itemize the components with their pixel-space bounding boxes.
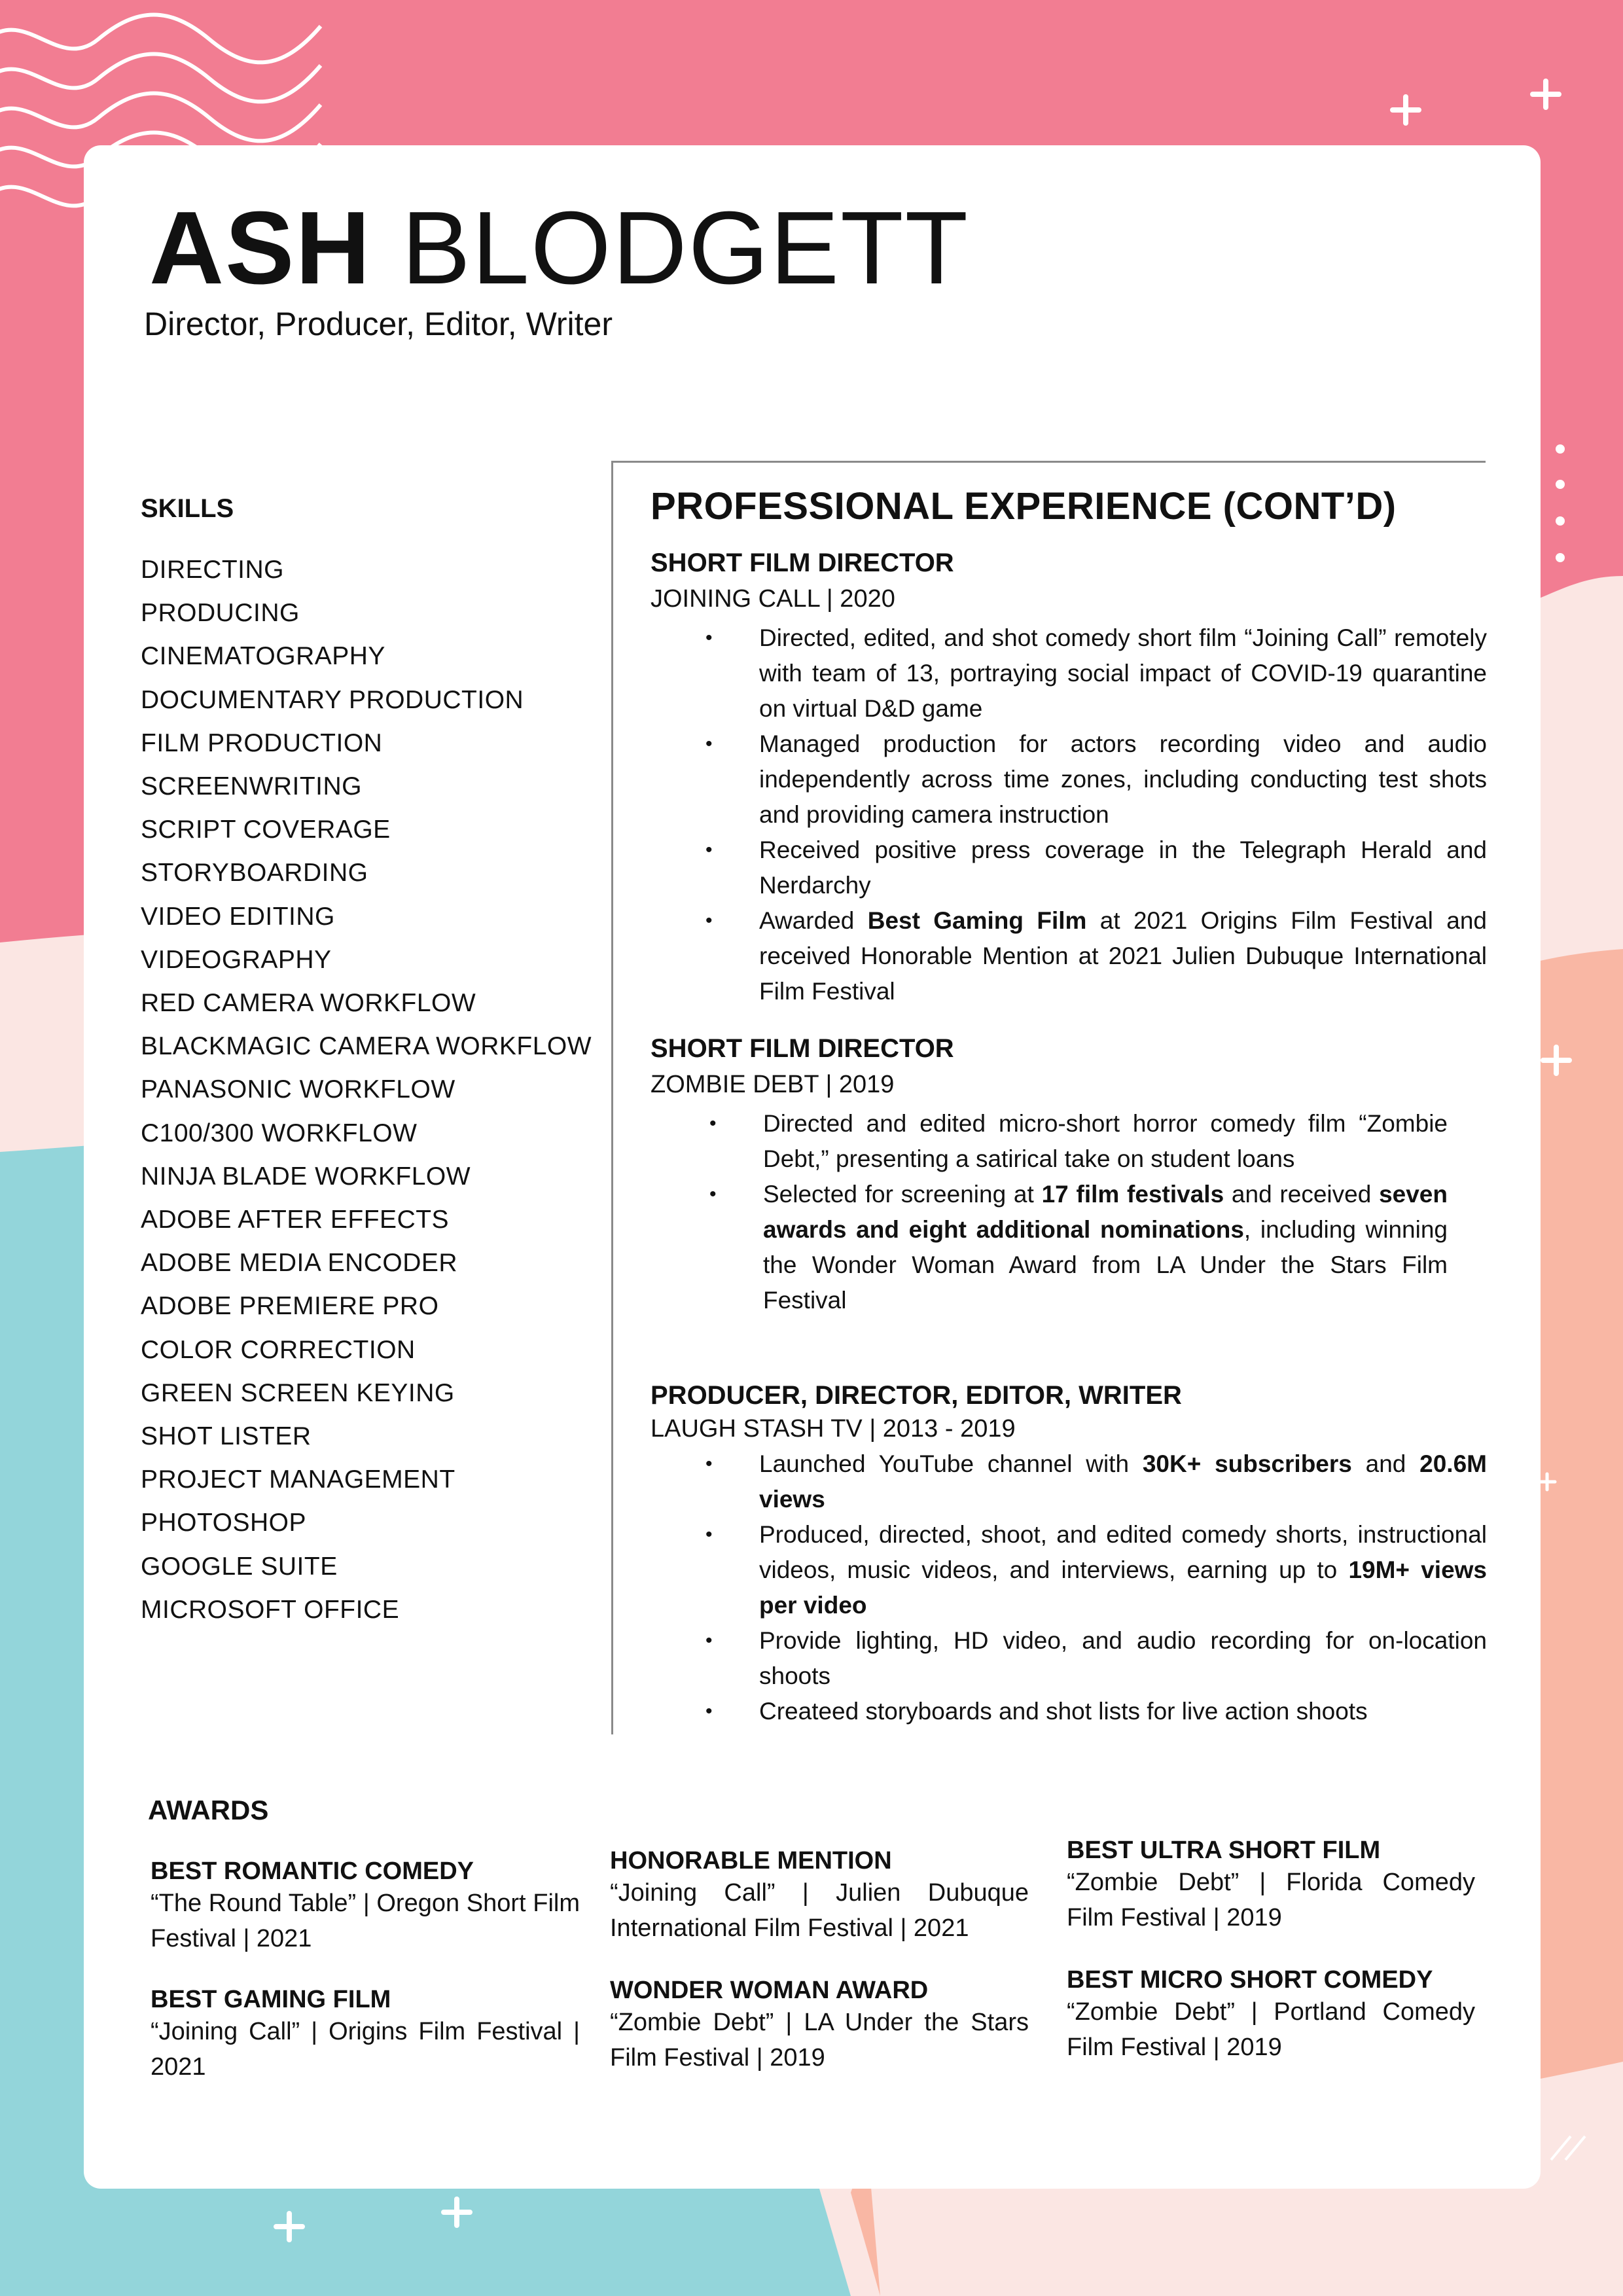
skill-item: RED CAMERA WORKFLOW	[141, 989, 476, 1018]
skill-item: COLOR CORRECTION	[141, 1335, 416, 1364]
award-name: BEST MICRO SHORT COMEDY	[1067, 1966, 1433, 1994]
skills-list	[141, 548, 592, 1632]
candidate-name	[149, 190, 970, 306]
award-detail: “Zombie Debt” | LA Under the Stars Film Festival | 2019	[610, 2009, 1029, 2072]
bullet-item: • Awarded Best Gaming Film at 2021 Origins Film Festival and received Honorable Mention at 2021 Julien Dubuque International Film Festival	[759, 903, 1487, 1009]
bullet-icon: •	[705, 839, 713, 861]
job-org: ZOMBIE DEBT | 2019	[651, 1071, 895, 1098]
skill-item: NINJA BLADE WORKFLOW	[141, 1162, 471, 1191]
award-item	[151, 1986, 580, 2085]
candidate-roles: Director, Producer, Editor, Writer	[144, 306, 613, 342]
skill-item: VIDEO EDITING	[141, 902, 335, 931]
bullet-icon: •	[705, 1630, 713, 1651]
skill-item: SCRIPT COVERAGE	[141, 816, 391, 844]
experience-heading: PROFESSIONAL EXPERIENCE (CONT’D)	[651, 485, 1397, 528]
skill-item: PROJECT MANAGEMENT	[141, 1465, 455, 1494]
award-name: WONDER WOMAN AWARD	[610, 1977, 929, 2004]
bullet-icon: •	[705, 733, 713, 755]
bullet-item: • Directed and edited micro-short horror comedy film “Zombie Debt,” presenting a satirical take on student loans	[763, 1106, 1448, 1177]
bullet-icon: •	[705, 910, 713, 931]
skill-item: PANASONIC WORKFLOW	[141, 1075, 455, 1104]
job-org: LAUGH STASH TV | 2013 - 2019	[651, 1415, 1016, 1443]
bullet-icon: •	[705, 1524, 713, 1545]
bullet-icon: •	[705, 627, 713, 649]
skill-item: PRODUCING	[141, 599, 300, 628]
skill-item: SHOT LISTER	[141, 1422, 312, 1451]
skill-item: GREEN SCREEN KEYING	[141, 1378, 455, 1407]
award-detail: “Joining Call” | Julien Dubuque International Film Festival | 2021	[610, 1879, 1029, 1942]
skill-item: GOOGLE SUITE	[141, 1552, 338, 1581]
skill-item: ADOBE MEDIA ENCODER	[141, 1249, 458, 1278]
award-item	[1067, 1966, 1475, 2065]
bullet-item: • Createed storyboards and shot lists for live action shoots	[759, 1694, 1487, 1729]
award-detail: “Zombie Debt” | Florida Comedy Film Festival | 2019	[1067, 1869, 1475, 1931]
bullet-item: • Directed, edited, and shot comedy short film “Joining Call” remotely with team of 13, portraying social impact of COVID-19 quarantine on virtual D&D game	[759, 620, 1487, 726]
job-bullets	[709, 1106, 1448, 1318]
job-title: SHORT FILM DIRECTOR	[651, 1034, 954, 1063]
award-item	[1067, 1837, 1475, 1935]
skill-item: MICROSOFT OFFICE	[141, 1595, 400, 1624]
skill-item: BLACKMAGIC CAMERA WORKFLOW	[141, 1032, 592, 1061]
award-detail: “Zombie Debt” | Portland Comedy Film Festival | 2019	[1067, 1998, 1475, 2061]
job-bullets	[705, 1446, 1488, 1729]
bullet-item: • Managed production for actors recording video and audio independently across time zones, including conducting test shots and providing camera instruction	[759, 726, 1487, 833]
bullet-item: • Received positive press coverage in the Telegraph Herald and Nerdarchy	[759, 833, 1487, 903]
award-detail: “The Round Table” | Oregon Short Film Festival | 2021	[151, 1890, 580, 1952]
bullet-item: • Selected for screening at 17 film festivals and received seven awards and eight additional nominations, including winning the Wonder Woman Award from LA Under the Stars Film Festival	[763, 1177, 1448, 1318]
first-name: ASH	[149, 190, 372, 306]
award-name: BEST ULTRA SHORT FILM	[1067, 1837, 1381, 1864]
bullet-item: • Launched YouTube channel with 30K+ subscribers and 20.6M views	[759, 1446, 1487, 1517]
skill-item: VIDEOGRAPHY	[141, 945, 332, 974]
award-name: HONORABLE MENTION	[610, 1847, 892, 1874]
skill-item: CINEMATOGRAPHY	[141, 642, 385, 671]
bullet-item: • Produced, directed, shoot, and edited comedy shorts, instructional videos, music videos, and interviews, earning up to 19M+ views per video	[759, 1517, 1487, 1623]
skill-item: FILM PRODUCTION	[141, 728, 383, 757]
skill-item: ADOBE PREMIERE PRO	[141, 1292, 439, 1321]
bullet-icon: •	[709, 1183, 717, 1205]
skill-item: PHOTOSHOP	[141, 1509, 306, 1537]
bullet-icon: •	[705, 1453, 713, 1475]
awards-heading: AWARDS	[148, 1795, 269, 1825]
skill-item: STORYBOARDING	[141, 859, 368, 888]
bullet-icon: •	[709, 1113, 717, 1134]
bullet-item: • Provide lighting, HD video, and audio recording for on-location shoots	[759, 1623, 1487, 1694]
award-item	[151, 1857, 580, 1956]
skill-item: C100/300 WORKFLOW	[141, 1119, 418, 1147]
job-bullets	[705, 620, 1487, 1009]
skill-item: ADOBE AFTER EFFECTS	[141, 1206, 450, 1234]
award-item	[610, 1847, 1029, 1946]
award-item	[610, 1977, 1029, 2075]
skills-heading: SKILLS	[141, 494, 234, 523]
award-detail: “Joining Call” | Origins Film Festival | 2021	[151, 2018, 580, 2081]
job-title: PRODUCER, DIRECTOR, EDITOR, WRITER	[651, 1381, 1182, 1410]
experience-top-rule	[611, 461, 1486, 463]
last-name: BLODGETT	[401, 190, 970, 306]
award-name: BEST ROMANTIC COMEDY	[151, 1857, 474, 1885]
job-org: JOINING CALL | 2020	[651, 585, 895, 613]
skill-item: DOCUMENTARY PRODUCTION	[141, 685, 524, 714]
skill-item: SCREENWRITING	[141, 772, 362, 801]
skill-item: DIRECTING	[141, 556, 284, 584]
award-name: BEST GAMING FILM	[151, 1986, 391, 2013]
bullet-icon: •	[705, 1700, 713, 1722]
column-divider	[611, 461, 613, 1734]
job-title: SHORT FILM DIRECTOR	[651, 548, 954, 577]
